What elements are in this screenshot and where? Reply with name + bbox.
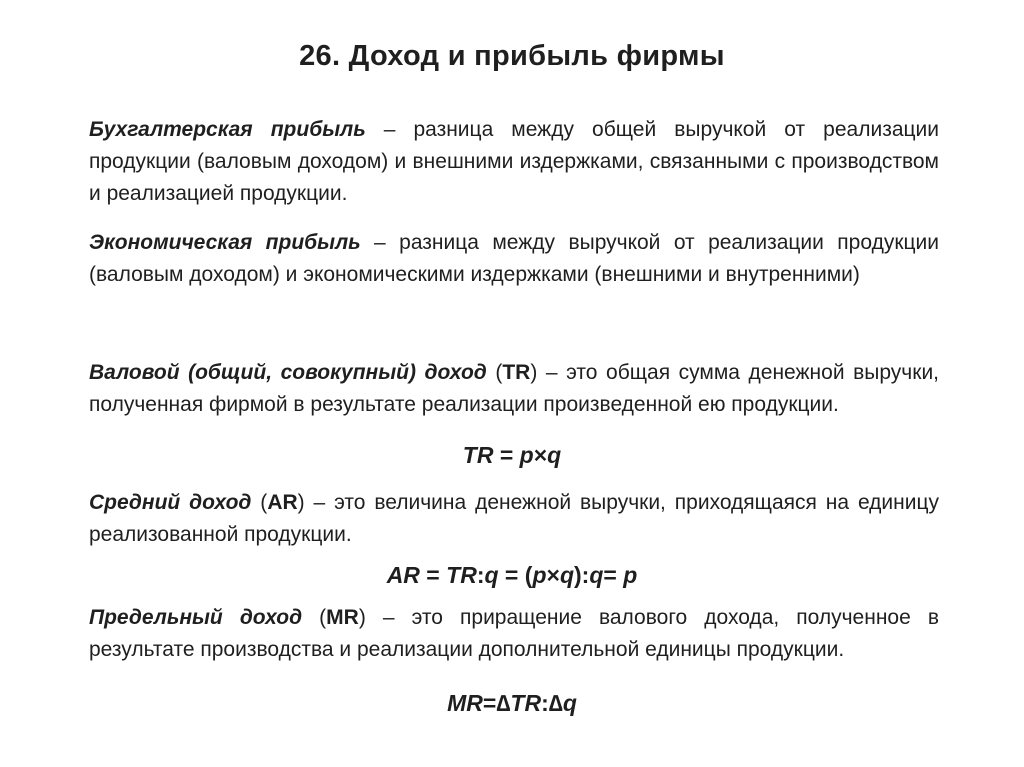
marginal-revenue-term: Предельный доход: [89, 606, 303, 629]
accounting-profit-definition: [89, 114, 939, 210]
total-revenue-abbr: TR: [502, 361, 531, 384]
marginal-revenue-text: ) – это приращение валового дохода, полученное в результате производства и реализации дополнительной единицы продукции.: [89, 606, 940, 661]
total-revenue-formula: TR = p×q: [462, 442, 562, 468]
economic-profit-term: Экономическая прибыль: [89, 231, 361, 254]
average-revenue-formula: AR = TR:q = (p×q):q= p: [386, 562, 638, 588]
average-revenue-abbr: AR: [267, 491, 298, 514]
marginal-revenue-definition: Предельный доход (MR) – это приращение валового дохода, полученное в результате производства и реализации дополнительной единицы продукции.: [89, 606, 940, 661]
total-revenue-definition: Валовой (общий, совокупный) доход (TR) – это общая сумма денежной выручки, полученная фирмой в результате реализации произведенной ею продукции.: [89, 361, 940, 416]
accounting-profit-text: – разница между общей выручкой от реализации продукции (валовым доходом) и внешними издержками, связанными с производством и реализацией продукции.: [89, 118, 939, 205]
page-title: 26. Доход и прибыль фирмы: [299, 40, 725, 72]
accounting-profit-term: Бухгалтерская прибыль: [89, 118, 366, 141]
marginal-revenue-formula: MR=∆TR:∆q: [447, 690, 577, 716]
total-revenue-term: Валовой (общий, совокупный) доход: [89, 361, 487, 384]
average-revenue-text: ) – это величина денежной выручки, приходящаяся на единицу реализованной продукции.: [89, 491, 940, 546]
economic-profit-text: – разница между выручкой от реализации продукции (валовым доходом) и экономическими издержками (внешними и внутренними): [89, 231, 940, 286]
total-revenue-text: ) – это общая сумма денежной выручки, полученная фирмой в результате реализации произведенной ею продукции.: [89, 361, 940, 416]
economic-profit-definition: [89, 227, 939, 291]
average-revenue-term: Средний доход: [89, 491, 252, 514]
average-revenue-definition: Средний доход (AR) – это величина денежной выручки, приходящаяся на единицу реализованной продукции.: [89, 491, 940, 546]
marginal-revenue-abbr: MR: [326, 606, 359, 629]
